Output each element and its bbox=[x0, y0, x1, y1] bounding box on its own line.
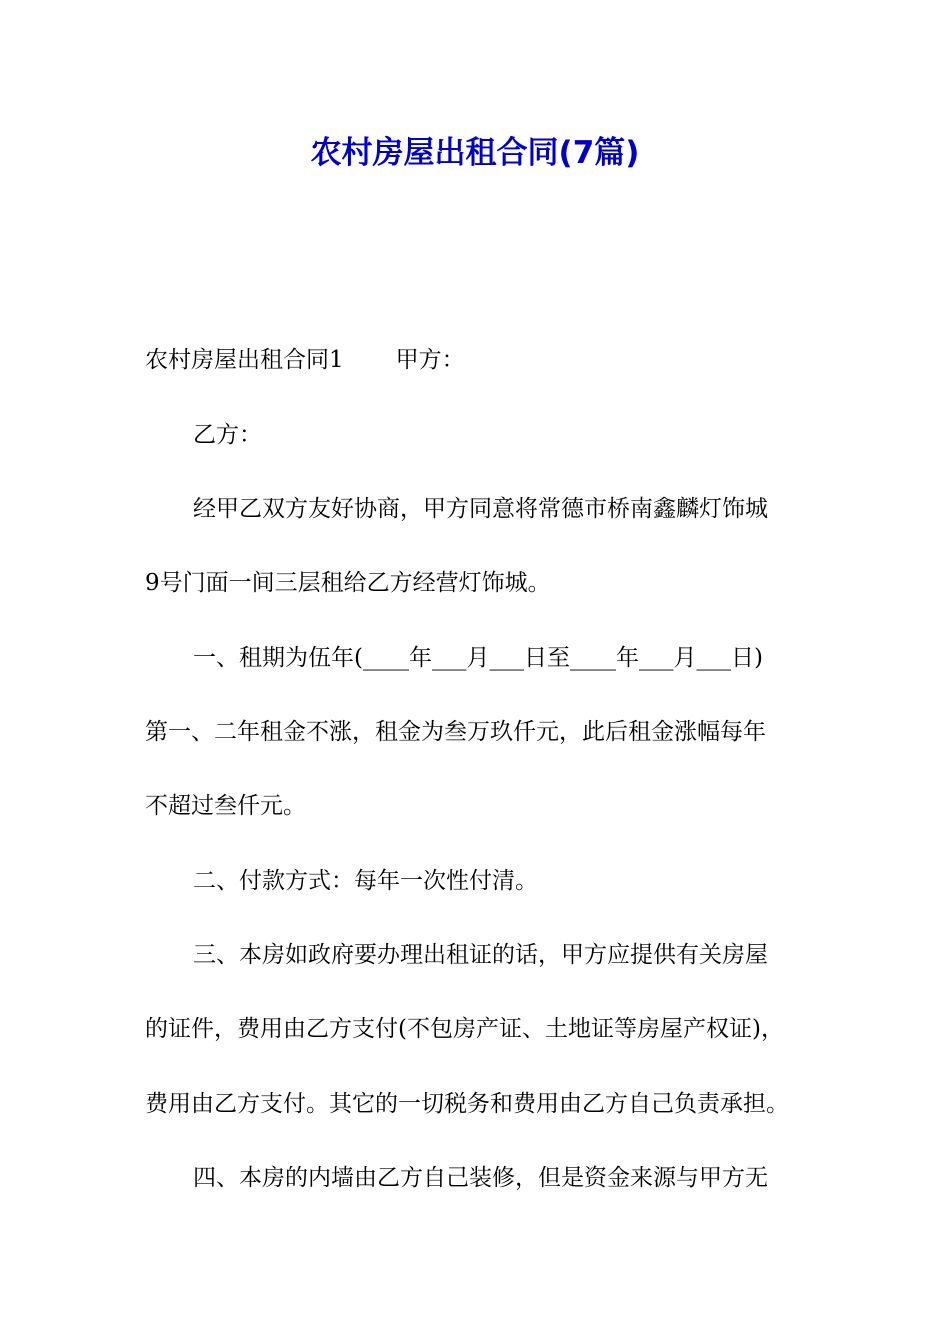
paragraph-line: 一、租期为伍年(____年___月___日至____年___月___日) bbox=[193, 645, 763, 671]
paragraph-line: 经甲乙双方友好协商，甲方同意将常德市桥南鑫麟灯饰城 bbox=[193, 496, 768, 522]
section-heading-line bbox=[145, 342, 845, 378]
paragraph-line: 的证件，费用由乙方支付(不包房产证、土地证等房屋产权证)， bbox=[145, 1016, 784, 1042]
paragraph-line: 二、付款方式：每年一次性付清。 bbox=[193, 868, 538, 894]
party-a-label: 甲方： bbox=[395, 347, 465, 373]
paragraph-line: 9号门面一间三层租给乙方经营灯饰城。 bbox=[145, 570, 551, 596]
party-b-label: 乙方： bbox=[193, 422, 262, 448]
paragraph-line: 第一、二年租金不涨，租金为叁万玖仟元，此后租金涨幅每年 bbox=[145, 719, 766, 745]
paragraph-line: 四、本房的内墙由乙方自己装修，但是资金来源与甲方无 bbox=[193, 1165, 768, 1191]
section-heading: 农村房屋出租合同1 bbox=[145, 347, 344, 373]
page-title: 农村房屋出租合同(7篇) bbox=[310, 135, 640, 171]
paragraph-line: 三、本房如政府要办理出租证的话，甲方应提供有关房屋 bbox=[193, 942, 768, 968]
paragraph-line: 不超过叁仟元。 bbox=[145, 793, 306, 819]
paragraph-line: 费用由乙方支付。其它的一切税务和费用由乙方自己负责承担。 bbox=[145, 1091, 789, 1117]
